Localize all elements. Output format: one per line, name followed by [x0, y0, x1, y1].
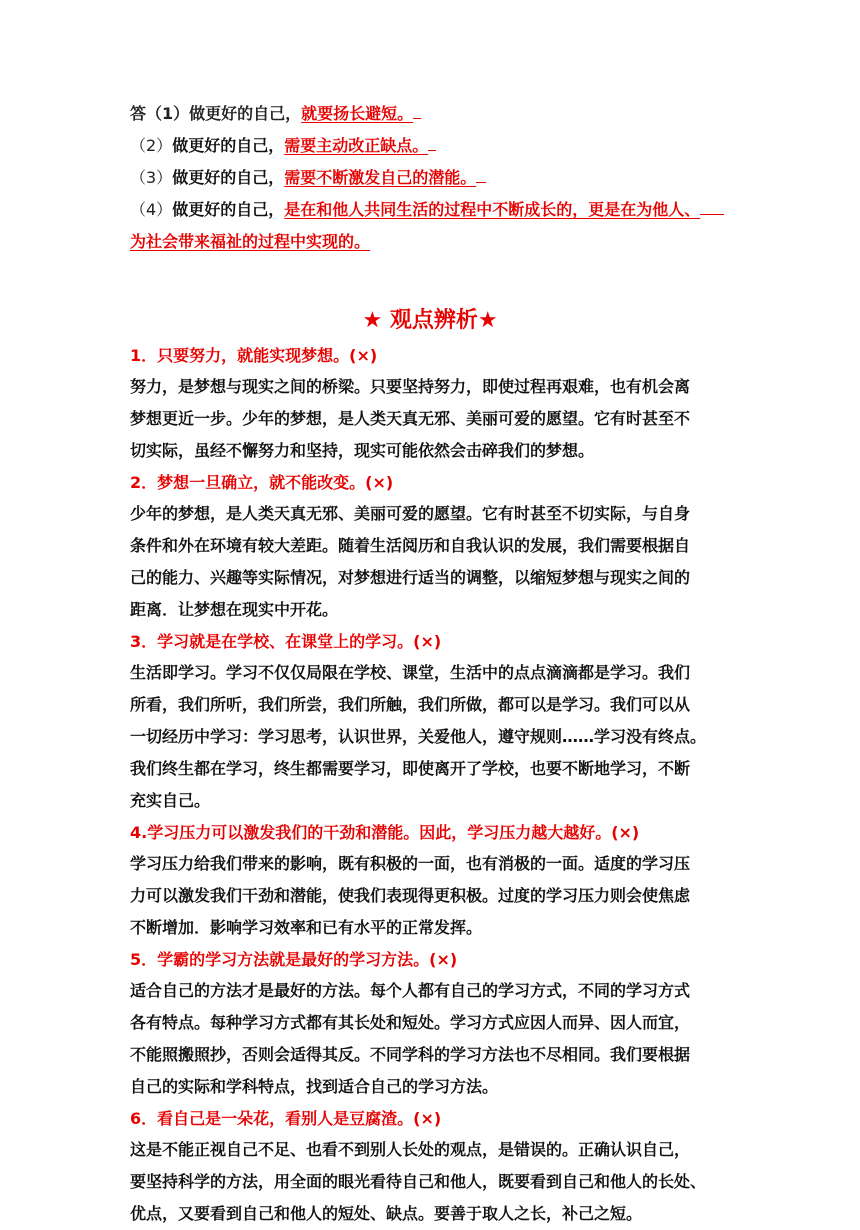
answer-number: （3） — [130, 168, 173, 187]
viewpoint-text-line: 充实自己。 — [130, 791, 211, 810]
answer-lead: 做更好的自己， — [172, 168, 285, 187]
viewpoint-item — [130, 1103, 735, 1230]
answer-number: （4） — [130, 200, 173, 219]
viewpoint-text-line: 距离．让梦想在现实中开花。 — [130, 600, 339, 619]
viewpoint-list — [130, 340, 735, 1230]
answer-text: 就要扬长避短。 — [301, 104, 414, 123]
answer-prefix: 答（1）做更好的自己， — [130, 104, 302, 123]
viewpoint-question: 2．梦想一旦确立，就不能改变。(×) — [130, 473, 394, 492]
viewpoint-text-line: 自己的实际和学科特点，找到适合自己的学习方法。 — [130, 1077, 499, 1096]
answer-line-3 — [130, 162, 740, 194]
viewpoint-text-line: 不能照搬照抄，否则会适得其反。不同学科的学习方法也不尽相同。我们要根据 — [130, 1045, 691, 1064]
viewpoint-item — [130, 944, 735, 1103]
viewpoint-text-line: 要坚持科学的方法，用全面的眼光看待自己和他人，既要看到自己和他人的长处、 — [130, 1172, 707, 1191]
viewpoint-text-line: 少年的梦想，是人类天真无邪、美丽可爱的愿望。它有时甚至不切实际，与自身 — [130, 504, 691, 523]
answer-text: 需要不断激发自己的潜能。 — [284, 168, 477, 187]
answer-number: （2） — [130, 136, 173, 155]
viewpoint-text-line: 生活即学习。学习不仅仅局限在学校、课堂，生活中的点点滴滴都是学习。我们 — [130, 663, 691, 682]
viewpoint-text-line: 学习压力给我们带来的影响，既有积极的一面，也有消极的一面。适度的学习压 — [130, 854, 691, 873]
viewpoint-text-line: 一切经历中学习：学习思考，认识世界，关爱他人，遵守规则……学习没有终点。 — [130, 727, 707, 746]
answer-lead: 做更好的自己， — [172, 136, 285, 155]
viewpoint-item — [130, 340, 735, 467]
viewpoint-text-line: 梦想更近一步。少年的梦想，是人类天真无邪、美丽可爱的愿望。它有时甚至不 — [130, 409, 691, 428]
answer-line-1 — [130, 98, 740, 130]
viewpoint-question: 6．看自己是一朵花，看别人是豆腐渣。(×) — [130, 1109, 442, 1128]
viewpoint-item — [130, 467, 735, 626]
answer-line-4-continued: 为社会带来福祉的过程中实现的。 — [130, 232, 371, 251]
viewpoint-text-line: 各有特点。每种学习方式都有其长处和短处。学习方式应因人而异、因人而宜， — [130, 1013, 691, 1032]
section-title: ★ 观点辨析★ — [362, 308, 498, 333]
viewpoint-text-line: 力可以激发我们干劲和潜能，使我们表现得更积极。过度的学习压力则会使焦虑 — [130, 886, 691, 905]
answer-line-4 — [130, 194, 740, 226]
answer-line-2 — [130, 130, 740, 162]
answer-section — [130, 98, 740, 258]
viewpoint-item — [130, 817, 735, 944]
viewpoint-question: 5．学霸的学习方法就是最好的学习方法。(×) — [130, 950, 458, 969]
viewpoint-question: 3．学习就是在学校、在课堂上的学习。(×) — [130, 632, 442, 651]
viewpoint-text-line: 不断增加．影响学习效率和已有水平的正常发挥。 — [130, 918, 483, 937]
viewpoint-question: 1．只要努力，就能实现梦想。(×) — [130, 346, 378, 365]
answer-text: 需要主动改正缺点。 — [284, 136, 429, 155]
viewpoint-text-line: 己的能力、兴趣等实际情况，对梦想进行适当的调整，以缩短梦想与现实之间的 — [130, 568, 691, 587]
viewpoint-text-line: 适合自己的方法才是最好的方法。每个人都有自己的学习方式，不同的学习方式 — [130, 981, 691, 1000]
viewpoint-question: 4.学习压力可以激发我们的干劲和潜能。因此，学习压力越大越好。(×) — [130, 823, 640, 842]
viewpoint-text-line: 所看，我们所听，我们所尝，我们所触，我们所做，都可以是学习。我们可以从 — [130, 695, 691, 714]
viewpoint-text-line: 优点，又要看到自己和他人的短处、缺点。要善于取人之长，补己之短。 — [130, 1204, 643, 1223]
answer-lead: 做更好的自己， — [172, 200, 285, 219]
viewpoint-text-line: 条件和外在环境有较大差距。随着生活阅历和自我认识的发展，我们需要根据自 — [130, 536, 691, 555]
viewpoint-text-line: 努力，是梦想与现实之间的桥梁。只要坚持努力，即使过程再艰难，也有机会离 — [130, 377, 691, 396]
viewpoint-text-line: 切实际，虽经不懈努力和坚持，现实可能依然会击碎我们的梦想。 — [130, 441, 595, 460]
viewpoint-text-line: 这是不能正视自己不足、也看不到别人长处的观点，是错误的。正确认识自己， — [130, 1140, 691, 1159]
viewpoint-item — [130, 626, 735, 817]
viewpoint-text-line: 我们终生都在学习，终生都需要学习，即使离开了学校，也要不断地学习，不断 — [130, 759, 691, 778]
answer-text: 是在和他人共同生活的过程中不断成长的，更是在为他人、 — [284, 200, 701, 219]
